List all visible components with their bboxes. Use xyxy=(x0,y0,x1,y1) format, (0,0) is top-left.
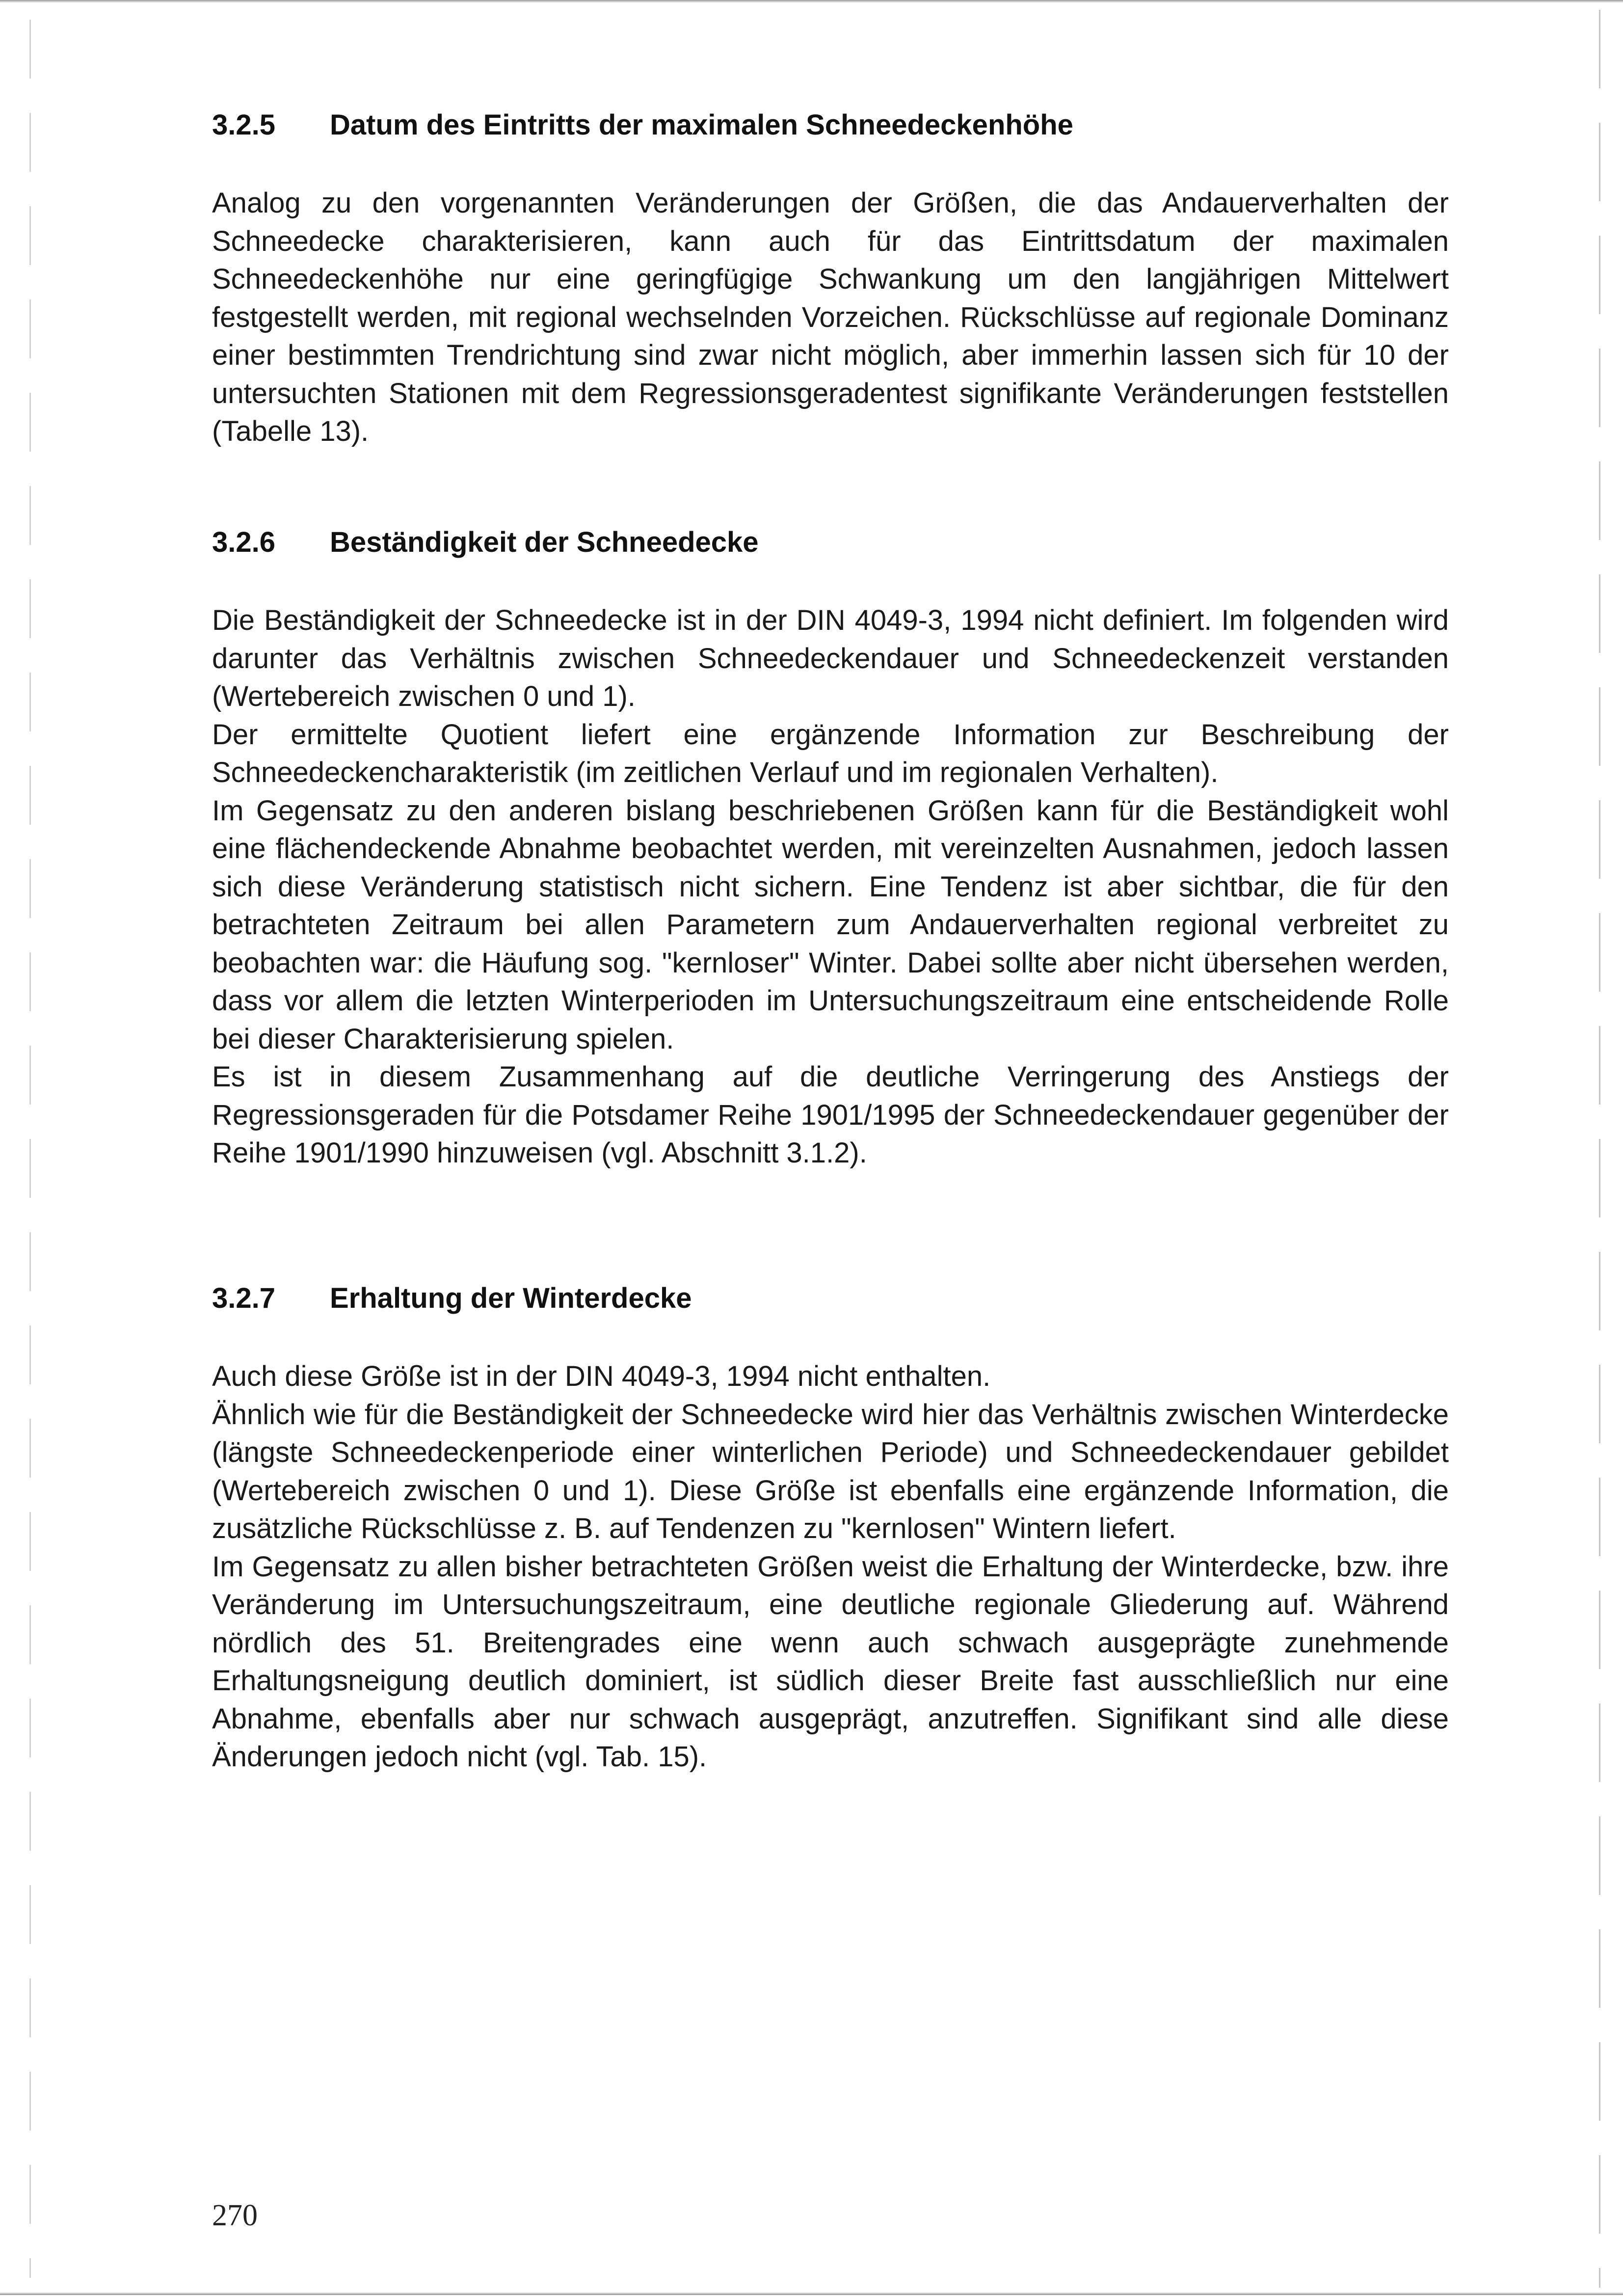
section-heading xyxy=(212,106,1449,145)
paragraph: Im Gegensatz zu allen bisher betrachteten Größen weist die Erhaltung der Winterdecke, bzw. ihre Veränderung im Untersuchungszeitraum, eine deutliche regionale Gliederung auf. Während nördlich des 51. Breitengrades eine wenn auch schwach ausgeprägte zunehmende Erhaltungsneigung deutlich dominiert, ist südlich dieser Breite fast ausschließlich nur eine Abnahme, ebenfalls aber nur schwach ausgeprägt, anzutreffen. Signifikant sind alle diese Änderungen jedoch nicht (vgl. Tab. 15). xyxy=(212,1550,1449,1773)
paragraph: Der ermittelte Quotient liefert eine ergänzende Information zur Beschreibung der Schneedeckencharakteristik (im zeitlichen Verlauf und im regionalen Verhalten). xyxy=(212,718,1449,788)
section-heading xyxy=(212,1279,1449,1318)
scan-edge-left xyxy=(29,20,31,2278)
section-3-2-7 xyxy=(212,1279,1449,1776)
paragraph: Ähnlich wie für die Beständigkeit der Schneedecke wird hier das Verhältnis zwischen Winterdecke (längste Schneedeckenperiode einer winterlichen Periode) und Schneedeckendauer gebildet (Wertebereich zwischen 0 und 1). Diese Größe ist ebenfalls eine ergänzende Information, die zusätzliche Rückschlüsse z. B. auf Tendenzen zu "kernlosen" Wintern liefert. xyxy=(212,1398,1449,1544)
section-number: 3.2.7 xyxy=(212,1282,275,1314)
paragraph: Die Beständigkeit der Schneedecke ist in der DIN 4049-3, 1994 nicht definiert. Im folgenden wird darunter das Verhältnis zwischen Schneedeckendauer und Schneedeckenzeit verstanden (Wertebereich zwischen 0 und 1). xyxy=(212,604,1449,712)
paragraph: Im Gegensatz zu den anderen bislang beschriebenen Größen kann für die Beständigkeit wohl eine flächendeckende Abnahme beobachtet werden, mit vereinzelten Ausnahmen, jedoch lassen sich diese Veränderung statistisch nicht sichern. Eine Tendenz ist aber sichtbar, die für den betrachteten Zeitraum bei allen Parametern zum Andauerverhalten regional verbreitet zu beobachten war: die Häufung sog. "kernloser" Winter. Dabei sollte aber nicht übersehen werden, dass vor allem die letzten Winterperioden im Untersuchungszeitraum eine entscheidende Rolle bei dieser Charakterisierung spielen. xyxy=(212,794,1449,1055)
section-body xyxy=(212,1357,1449,1776)
scan-edge-right xyxy=(1599,10,1600,2288)
scan-edge-bottom xyxy=(0,2292,1623,2295)
section-body xyxy=(212,184,1449,451)
section-number: 3.2.6 xyxy=(212,526,275,558)
section-title: Datum des Eintritts der maximalen Schneedeckenhöhe xyxy=(330,109,1073,141)
page-number: 270 xyxy=(212,2199,258,2232)
paragraph: Analog zu den vorgenannten Veränderungen der Größen, die das Andauerverhalten der Schneedecke charakterisieren, kann auch für das Eintrittsdatum der maximalen Schneedeckenhöhe nur eine geringfügige Schwankung um den langjährigen Mittelwert festgestellt werden, mit regional wechselnden Vorzeichen. Rückschlüsse auf regionale Dominanz einer bestimmten Trendrichtung sind zwar nicht möglich, aber immerhin lassen sich für 10 der untersuchten Stationen mit dem Regressionsgeradentest signifikante Veränderungen feststellen (Tabelle 13). xyxy=(212,187,1449,447)
section-3-2-5 xyxy=(212,106,1449,451)
paragraph: Auch diese Größe ist in der DIN 4049-3, 1994 nicht enthalten. xyxy=(212,1360,991,1392)
section-title: Erhaltung der Winterdecke xyxy=(330,1282,692,1314)
paragraph: Es ist in diesem Zusammenhang auf die deutliche Verringerung des Anstiegs der Regressionsgeraden für die Potsdamer Reihe 1901/1995 der Schneedeckendauer gegenüber der Reihe 1901/1990 hinzuweisen (vgl. Abschnitt 3.1.2). xyxy=(212,1061,1449,1169)
section-body xyxy=(212,601,1449,1172)
section-number: 3.2.5 xyxy=(212,109,275,141)
section-3-2-6 xyxy=(212,523,1449,1172)
scan-edge-top xyxy=(0,0,1623,3)
section-heading xyxy=(212,523,1449,562)
section-title: Beständigkeit der Schneedecke xyxy=(330,526,759,558)
